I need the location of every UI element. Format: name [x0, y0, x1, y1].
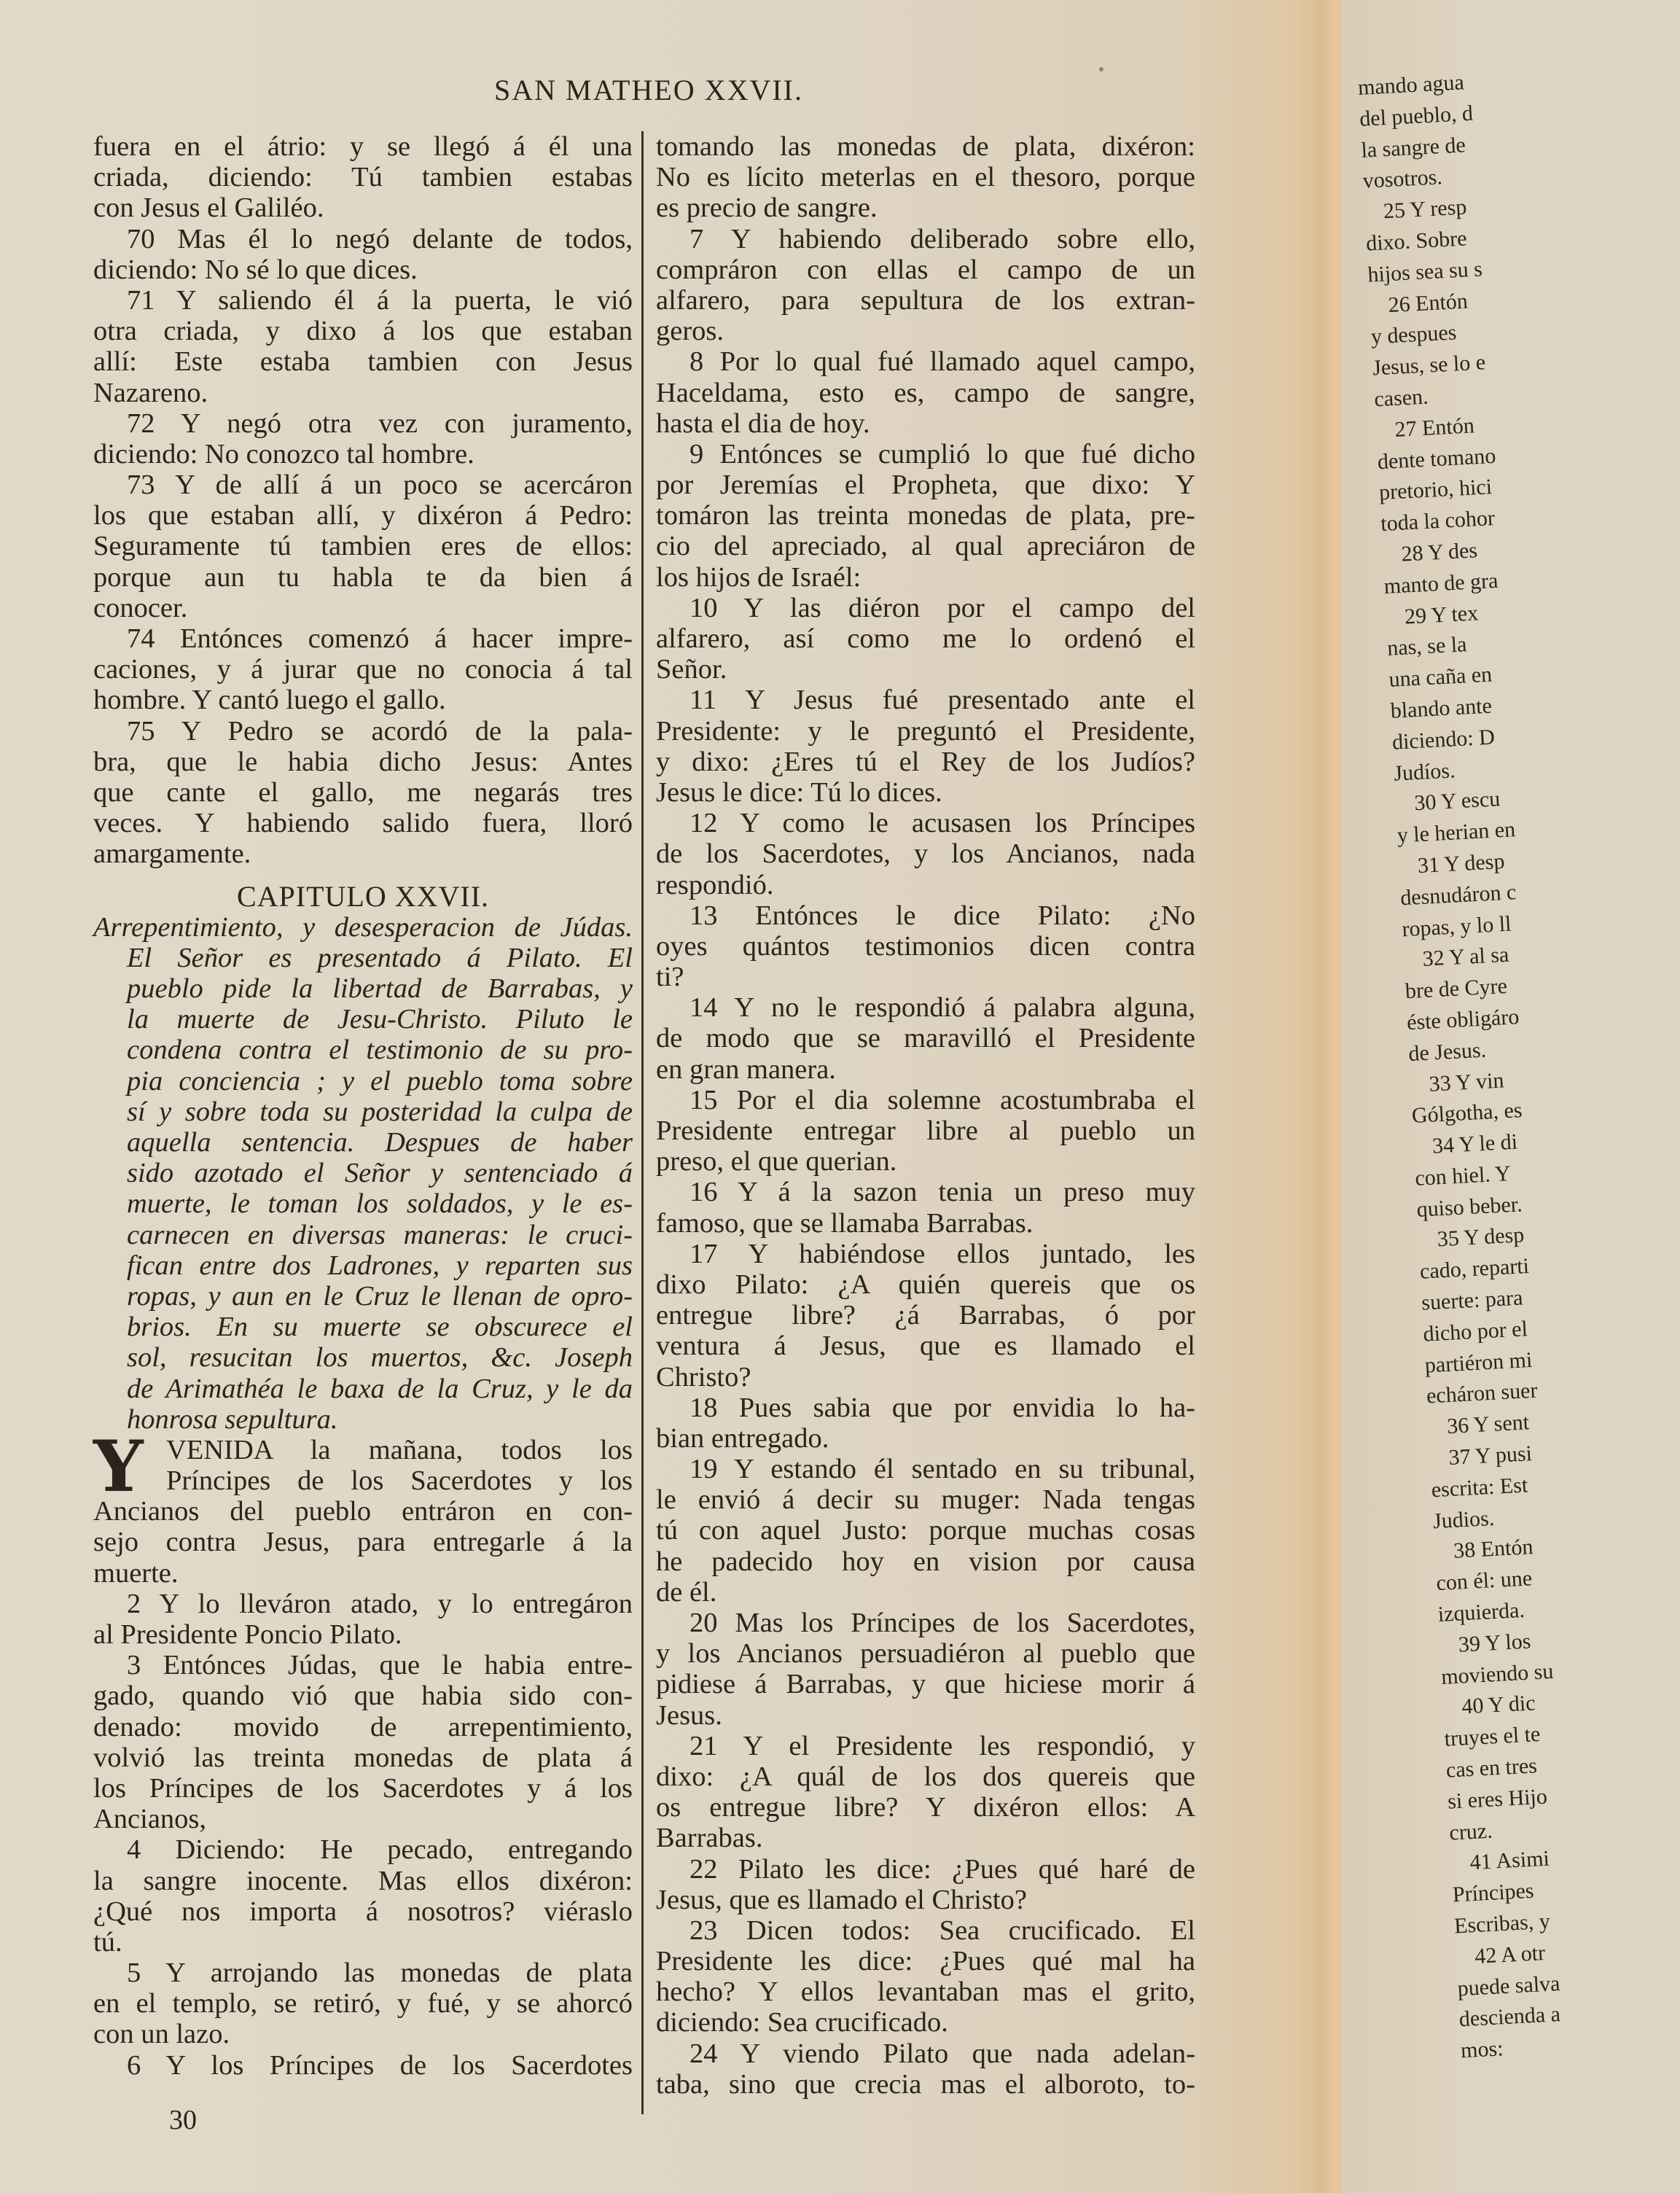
text-line: en el templo, se retiró, y fué, y se ahorcó	[93, 1988, 633, 2019]
text-line: 15 Por el dia solemne acostumbraba el	[689, 1084, 1195, 1115]
text-line: tú con aquel Justo: porque muchas cosas	[656, 1515, 1195, 1546]
text-line: y los Ancianos persuadiéron al pueblo que	[656, 1638, 1195, 1670]
text-line: de Jesus.	[1407, 1037, 1487, 1066]
text-line: conocer.	[93, 592, 188, 623]
text-line: hombre. Y cantó luego el gallo.	[93, 685, 446, 716]
text-line: toda la cohor	[1380, 506, 1496, 537]
text-line: gado, quando vió que habia sido con-	[93, 1680, 633, 1712]
text-line: volvió las treinta monedas de plata á	[93, 1742, 633, 1773]
text-line: diciendo: D	[1391, 725, 1496, 755]
text-line: Presidente entregar libre al pueblo un	[656, 1115, 1195, 1146]
text-line: en gran manera.	[656, 1053, 836, 1085]
text-line: fican entre dos Ladrones, y reparten sus	[127, 1250, 633, 1281]
text-line: 16 Y á la sazon tenia un preso muy	[689, 1177, 1195, 1208]
text-line: 14 Y no le respondió á palabra alguna,	[689, 992, 1195, 1024]
text-line: 8 Por lo qual fué llamado aquel campo,	[689, 346, 1195, 378]
text-line: alfarero, para sepultura de los extran-	[656, 284, 1195, 316]
verse-1	[93, 1425, 633, 1589]
text-line: 27 Entón	[1394, 413, 1475, 442]
text-line: 73 Y de allí á un poco se acercáron	[127, 470, 633, 501]
text-line: preso, el que querian.	[656, 1146, 897, 1177]
text-line: Judíos.	[1393, 757, 1456, 786]
text-line: nas, se la	[1386, 632, 1468, 661]
text-line: por Jeremías el Propheta, que dixo: Y	[656, 470, 1195, 501]
text-line: 11 Y Jesus fué presentado ante el	[689, 685, 1195, 716]
text-line: carnecen en diversas maneras: le cruci-	[127, 1219, 633, 1250]
text-line: cruz.	[1448, 1818, 1493, 1845]
text-line: de los Sacerdotes, y los Ancianos, nada	[656, 838, 1195, 870]
right-column	[656, 131, 1195, 2100]
text-line: dicho por el	[1422, 1317, 1528, 1347]
text-line: 38 Entón	[1453, 1535, 1534, 1564]
facing-page-text	[1357, 61, 1680, 2067]
text-line: condena contra el testimonio de su pro-	[127, 1035, 633, 1066]
text-line: pia conciencia ; y el pueblo toma sobre	[127, 1065, 633, 1096]
text-line: famoso, que se llamaba Barrabas.	[656, 1207, 1034, 1239]
text-line: 3 Entónces Júdas, que le habia entre-	[127, 1650, 633, 1681]
text-line: 2 Y lo lleváron atado, y lo entregáron	[127, 1588, 633, 1619]
text-line: brios. En su muerte se obscurece el	[127, 1312, 633, 1343]
text-line: escrita: Est	[1431, 1473, 1528, 1503]
text-line: de modo que se maravilló el Presidente	[656, 1023, 1195, 1054]
text-line: 13 Entónces le dice Pilato: ¿No	[689, 900, 1195, 931]
text-line: vosotros.	[1361, 165, 1443, 194]
text-line: al Presidente Poncio Pilato.	[93, 1619, 402, 1650]
text-line: 24 Y viendo Pilato que nada adelan-	[689, 2038, 1195, 2069]
text-line: con hiel. Y	[1414, 1161, 1512, 1191]
text-line: con un lazo.	[93, 2019, 230, 2050]
text-line: le envió á decir su muger: Nada tengas	[656, 1484, 1195, 1516]
text-line: suerte: para	[1421, 1285, 1524, 1315]
text-line: sí y sobre toda su posteridad la culpa de	[127, 1096, 633, 1127]
text-line: Jesus le dice: Tú lo dices.	[656, 776, 942, 808]
text-line: 35 Y desp	[1437, 1223, 1525, 1252]
column-rule	[641, 131, 644, 2114]
text-line: 7 Y habiendo deliberado sobre ello,	[689, 223, 1195, 254]
text-line: 10 Y las diéron por el campo del	[689, 592, 1195, 623]
text-line: desnudáron c	[1399, 879, 1517, 911]
text-line: muerte.	[93, 1557, 179, 1589]
drop-cap: Y	[93, 1425, 144, 1508]
text-line: la sangre de	[1360, 132, 1466, 163]
text-line: la muerte de Jesu-Christo. Piluto le	[127, 1004, 633, 1035]
text-line: Arrepentimiento, y desesperacion de Júdas.	[93, 911, 633, 943]
text-line: Presidente: y le preguntó el Presidente,	[656, 715, 1195, 747]
text-line: la sangre inocente. Mas ellos dixéron:	[93, 1865, 633, 1896]
text-line: 5 Y arrojando las monedas de plata	[127, 1958, 633, 1989]
text-line: de él.	[656, 1576, 717, 1608]
text-line: Nazareno.	[93, 377, 208, 408]
text-line: caciones, y á jurar que no conocia á tal	[93, 654, 633, 685]
text-line: muerte, le toman los soldados, y le es-	[127, 1188, 633, 1220]
text-line: 72 Y negó otra vez con juramento,	[127, 408, 633, 439]
text-line: 20 Mas los Príncipes de los Sacerdotes,	[689, 1608, 1195, 1638]
text-line: 40 Y dic	[1461, 1691, 1536, 1719]
text-line: diciendo: Sea crucificado.	[656, 2007, 948, 2038]
text-line: Seguramente tú tambien eres de ellos:	[93, 531, 633, 562]
text-line: echáron suer	[1426, 1379, 1539, 1409]
text-line: 9 Entónces se cumplió lo que fué dicho	[689, 438, 1195, 470]
text-line: denado: movido de arrepentimiento,	[93, 1711, 633, 1742]
text-line: descienda a	[1458, 2002, 1561, 2032]
text-line: del pueblo, d	[1359, 101, 1474, 131]
text-line: mos:	[1460, 2036, 1504, 2063]
page-number: 30	[169, 2105, 197, 2135]
text-line: que cante el gallo, me negarás tres	[93, 776, 633, 808]
text-line: los Príncipes de los Sacerdotes y á los	[93, 1772, 633, 1804]
text-line: y le herian en	[1396, 817, 1516, 848]
text-line: partiéron mi	[1424, 1347, 1534, 1378]
text-line: hecho? Y ellos levantaban mas el grito,	[656, 1976, 1195, 2008]
text-line: pretorio, hici	[1378, 475, 1493, 505]
text-line: 33 Y vin	[1428, 1067, 1505, 1096]
text-line: Judios.	[1432, 1506, 1496, 1533]
text-line: bian entregado.	[656, 1422, 829, 1454]
text-line: 34 Y le di	[1431, 1129, 1518, 1158]
text-line: 75 Y Pedro se acordó de la pala-	[127, 715, 633, 747]
text-line: sol, resucitan los muertos, &c. Joseph	[127, 1342, 633, 1374]
text-line: 31 Y desp	[1417, 849, 1506, 879]
text-line: casen.	[1373, 384, 1429, 412]
text-line: 18 Pues sabia que por envidia lo ha-	[689, 1392, 1195, 1423]
text-line: Príncipes	[1452, 1878, 1535, 1907]
text-line: 17 Y habiéndose ellos juntado, les	[689, 1238, 1195, 1269]
text-line: pidiese á Barrabas, y que hiciese morir á	[656, 1669, 1195, 1700]
text-line: es precio de sangre.	[656, 192, 878, 224]
text-line: Ancianos del pueblo entráron en con-	[93, 1496, 633, 1527]
text-line: con él: une	[1435, 1566, 1533, 1596]
verse-1-lines	[93, 1425, 633, 1589]
text-line: 26 Entón	[1387, 289, 1469, 317]
text-line: y dixo: ¿Eres tú el Rey de los Judíos?	[656, 746, 1195, 777]
text-line: El Señor es presentado á Pilato. El	[127, 942, 633, 973]
text-line: con Jesus el Galiléo.	[93, 192, 324, 224]
paper-speck	[1099, 67, 1103, 71]
text-line: 42 A otr	[1474, 1940, 1546, 1968]
text-line: VENIDA la mañana, todos los	[166, 1434, 633, 1465]
text-line: una caña en	[1388, 662, 1493, 692]
text-line: 32 Y al sa	[1421, 943, 1510, 972]
text-line: veces. Y habiendo salido fuera, lloró	[93, 808, 633, 839]
text-line: 30 Y escu	[1413, 787, 1501, 816]
text-line: 21 Y el Presidente les respondió, y	[689, 1730, 1195, 1761]
text-line: manto de gra	[1383, 568, 1499, 599]
text-line: 71 Y saliendo él á la puerta, le vió	[127, 284, 633, 316]
text-line: 36 Y sent	[1446, 1410, 1530, 1439]
text-line: Príncipes de los Sacerdotes y los	[166, 1465, 633, 1497]
text-line: Jesus, se lo e	[1372, 350, 1486, 381]
text-line: 37 Y pusi	[1447, 1441, 1533, 1471]
text-line: 22 Pilato les dice: ¿Pues qué haré de	[689, 1853, 1195, 1885]
text-line: Presidente les dice: ¿Pues qué mal ha	[656, 1946, 1195, 1977]
text-line: Gólgotha, es	[1411, 1098, 1523, 1129]
text-line: diciendo: No conozco tal hombre.	[93, 438, 474, 470]
text-line: 23 Dicen todos: Sea crucificado. El	[689, 1915, 1195, 1946]
text-line: 39 Y los	[1458, 1629, 1532, 1657]
running-head: SAN MATHEO XXVII.	[494, 74, 803, 106]
text-line: truyes el te	[1443, 1722, 1542, 1752]
text-line: taba, sino que crecia mas el alboroto, to-	[656, 2068, 1195, 2100]
text-line: blando ante	[1390, 693, 1493, 723]
text-line: No es lícito meterlas en el thesoro, porque	[656, 162, 1195, 193]
text-line: Ancianos,	[93, 1804, 207, 1835]
text-line: los hijos de Israél:	[656, 561, 862, 593]
text-line: Jesus.	[656, 1699, 722, 1731]
text-line: ropas, y aun en le Cruz le llenan de opro-	[127, 1280, 633, 1312]
text-line: porque aun tu habla te da bien á	[93, 561, 633, 593]
text-line: 41 Asimi	[1469, 1846, 1550, 1875]
text-line: 25 Y resp	[1383, 195, 1468, 224]
text-line: cio del apreciado, al qual apreciáron de	[656, 531, 1195, 562]
text-line: dixo: ¿A quál de los dos quereis que	[656, 1761, 1195, 1792]
text-line: 19 Y estando él sentado en su tribunal,	[689, 1454, 1195, 1485]
text-line: oyes quántos testimonios dicen contra	[656, 930, 1195, 962]
text-line: tomáron las treinta monedas de plata, pre-	[656, 500, 1195, 531]
text-line: sido azotado el Señor y sentenciado á	[127, 1158, 633, 1189]
text-line: tú.	[93, 1926, 122, 1958]
text-line: entregue libre? ¿á Barrabas, ó por	[656, 1300, 1195, 1331]
text-line: puede salva	[1456, 1971, 1561, 2001]
text-line: sejo contra Jesus, para entregarle á la	[93, 1527, 633, 1558]
text-line: cado, reparti	[1419, 1254, 1530, 1285]
text-line: hijos sea su s	[1367, 257, 1483, 287]
text-line: hasta el dia de hoy.	[656, 408, 870, 439]
text-line: 4 Diciendo: He pecado, entregando	[127, 1834, 633, 1866]
text-line: cas en tres	[1445, 1753, 1538, 1783]
text-line: dixo. Sobre	[1365, 226, 1468, 256]
left-column-verses-ch26	[93, 131, 633, 870]
facing-page-edge	[1341, 0, 1561, 2193]
text-line: 28 Y des	[1400, 538, 1478, 566]
text-line: otra criada, y dixo á los que estaban	[93, 316, 633, 347]
text-line: ventura á Jesus, que es llamado el	[656, 1331, 1195, 1362]
text-line: respondió.	[656, 869, 774, 900]
text-line: ¿Qué nos importa á nosotros? viéraslo	[93, 1896, 633, 1927]
text-line: izquierda.	[1437, 1597, 1525, 1627]
text-line: bre de Cyre	[1404, 974, 1508, 1004]
text-line: 12 Y como le acusasen los Príncipes	[689, 808, 1195, 839]
text-line: y despues	[1370, 320, 1458, 349]
text-line: si eres Hijo	[1447, 1784, 1548, 1814]
text-line: he padecido hoy en vision por causa	[656, 1546, 1195, 1577]
text-line: aquella sentencia. Despues de haber	[127, 1127, 633, 1158]
text-line: ti?	[656, 962, 684, 993]
text-line: tomando las monedas de plata, dixéron:	[656, 131, 1195, 162]
text-line: Escribas, y	[1453, 1909, 1551, 1939]
text-line: ropas, y lo ll	[1401, 911, 1512, 941]
text-line: allí: Este estaba tambien con Jesus	[93, 346, 633, 378]
text-line: fuera en el átrio: y se llegó á él una	[93, 131, 633, 162]
text-line: Barrabas.	[656, 1823, 763, 1854]
text-line: éste obligáro	[1406, 1005, 1520, 1035]
text-line: los que estaban allí, y dixéron á Pedro:	[93, 500, 633, 531]
text-line: Christo?	[656, 1361, 751, 1392]
text-line: 70 Mas él lo negó delante de todos,	[127, 223, 633, 254]
text-line: os entregue libre? Y dixéron ellos: A	[656, 1792, 1195, 1823]
text-line: dixo Pilato: ¿A quién quereis que os	[656, 1269, 1195, 1300]
text-line: quiso beber.	[1415, 1191, 1523, 1222]
text-line: honrosa sepultura.	[127, 1403, 338, 1435]
text-line: Haceldama, esto es, campo de sangre,	[656, 377, 1195, 408]
text-line: pueblo pide la libertad de Barrabas, y	[127, 973, 633, 1005]
text-line: bra, que le habia dicho Jesus: Antes	[93, 746, 633, 777]
text-line: alfarero, así como me lo ordenó el	[656, 623, 1195, 654]
text-line: compráron con ellas el campo de un	[656, 254, 1195, 285]
text-line: criada, diciendo: Tú tambien estabas	[93, 162, 633, 193]
text-line: amargamente.	[93, 838, 251, 870]
chapter-title: CAPITULO XXVII.	[236, 879, 490, 913]
text-line: de Arimathéa le baxa de la Cruz, y le da	[127, 1373, 633, 1404]
chapter-summary	[93, 912, 633, 1435]
left-column-verses-ch27	[93, 1589, 633, 2081]
text-line: geros.	[656, 316, 724, 347]
text-line: mando agua	[1357, 70, 1465, 100]
text-line: Señor.	[656, 654, 727, 685]
text-line: Jesus, que es llamado el Christo?	[656, 1884, 1027, 1915]
left-column	[93, 131, 633, 2081]
text-line: 74 Entónces comenzó á hacer impre-	[127, 623, 633, 654]
text-line: 29 Y tex	[1404, 600, 1479, 629]
text-line: dente tomano	[1377, 443, 1497, 474]
text-line: moviendo su	[1440, 1659, 1555, 1689]
text-line: diciendo: No sé lo que dices.	[93, 254, 418, 285]
text-line: 6 Y los Príncipes de los Sacerdotes	[127, 2049, 633, 2081]
